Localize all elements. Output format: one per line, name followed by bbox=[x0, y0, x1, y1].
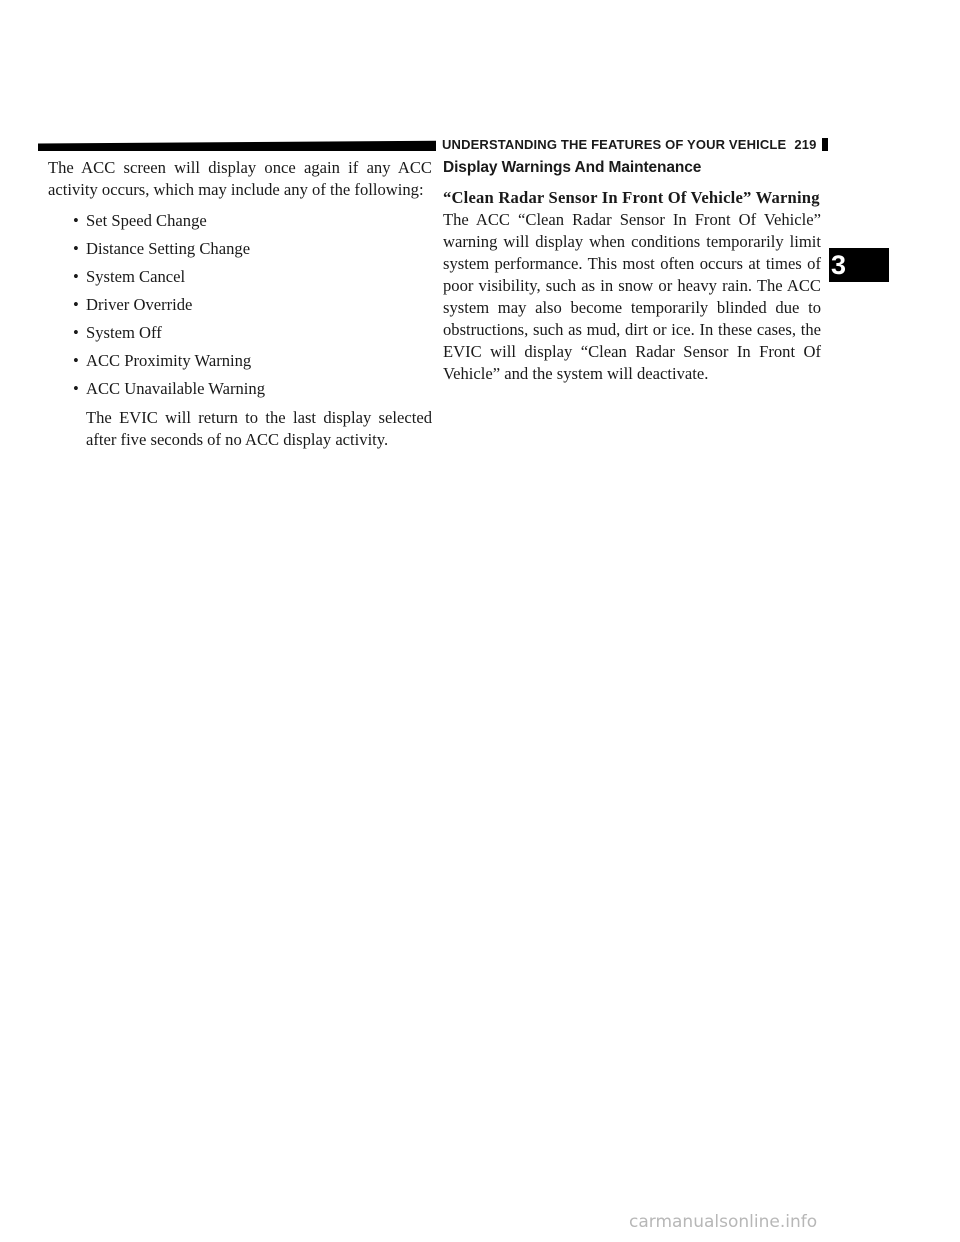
warning-paragraph: The ACC “Clean Radar Sensor In Front Of Vehicle” warning will display when conditions temporarily limit system performance. This most often occurs at times of poor visibility, such as in snow or heavy rain. The ACC system may also become temporarily blinded due to obstructions, such as mud, dirt or ice. In these cases, the EVIC will display “Clean Radar Sensor In Front Of Vehicle” and the system will deactivate. bbox=[443, 210, 821, 383]
right-column bbox=[443, 157, 821, 385]
warning-subheading: “Clean Radar Sensor In Front Of Vehicle” Warning bbox=[443, 188, 820, 207]
bullet-icon: • bbox=[73, 267, 79, 286]
acc-activity-list bbox=[48, 207, 432, 403]
bullet-icon: • bbox=[73, 211, 79, 230]
bullet-icon: • bbox=[73, 239, 79, 258]
watermark-text: carmanualsonline.info bbox=[629, 1212, 818, 1232]
list-item-text: System Cancel bbox=[86, 267, 186, 286]
running-head bbox=[436, 136, 822, 153]
section-title: UNDERSTANDING THE FEATURES OF YOUR VEHICLE bbox=[442, 137, 787, 152]
left-column bbox=[48, 157, 432, 451]
list-item-text: System Off bbox=[86, 323, 162, 342]
list-item bbox=[48, 375, 432, 403]
list-item-text: ACC Unavailable Warning bbox=[86, 379, 266, 398]
list-item-text: Driver Override bbox=[86, 295, 193, 314]
chapter-tab: 3 bbox=[829, 248, 889, 282]
bullet-icon: • bbox=[73, 351, 79, 370]
intro-paragraph: The ACC screen will display once again if any ACC activity occurs, which may include any of the following: bbox=[48, 158, 432, 199]
list-item-text: Set Speed Change bbox=[86, 211, 207, 230]
bullet-icon: • bbox=[73, 295, 79, 314]
list-item bbox=[48, 347, 432, 375]
list-item bbox=[48, 319, 432, 347]
list-item bbox=[48, 291, 432, 319]
closing-paragraph: The EVIC will return to the last display selected after five seconds of no ACC display activity. bbox=[86, 408, 432, 449]
bullet-icon: • bbox=[73, 379, 79, 398]
bullet-icon: • bbox=[73, 323, 79, 342]
page-number: 219 bbox=[794, 137, 817, 152]
list-item bbox=[48, 235, 432, 263]
section-heading: Display Warnings And Maintenance bbox=[443, 159, 702, 176]
list-item-text: ACC Proximity Warning bbox=[86, 351, 252, 370]
list-item bbox=[48, 207, 432, 235]
list-item bbox=[48, 263, 432, 291]
list-item-text: Distance Setting Change bbox=[86, 239, 251, 258]
